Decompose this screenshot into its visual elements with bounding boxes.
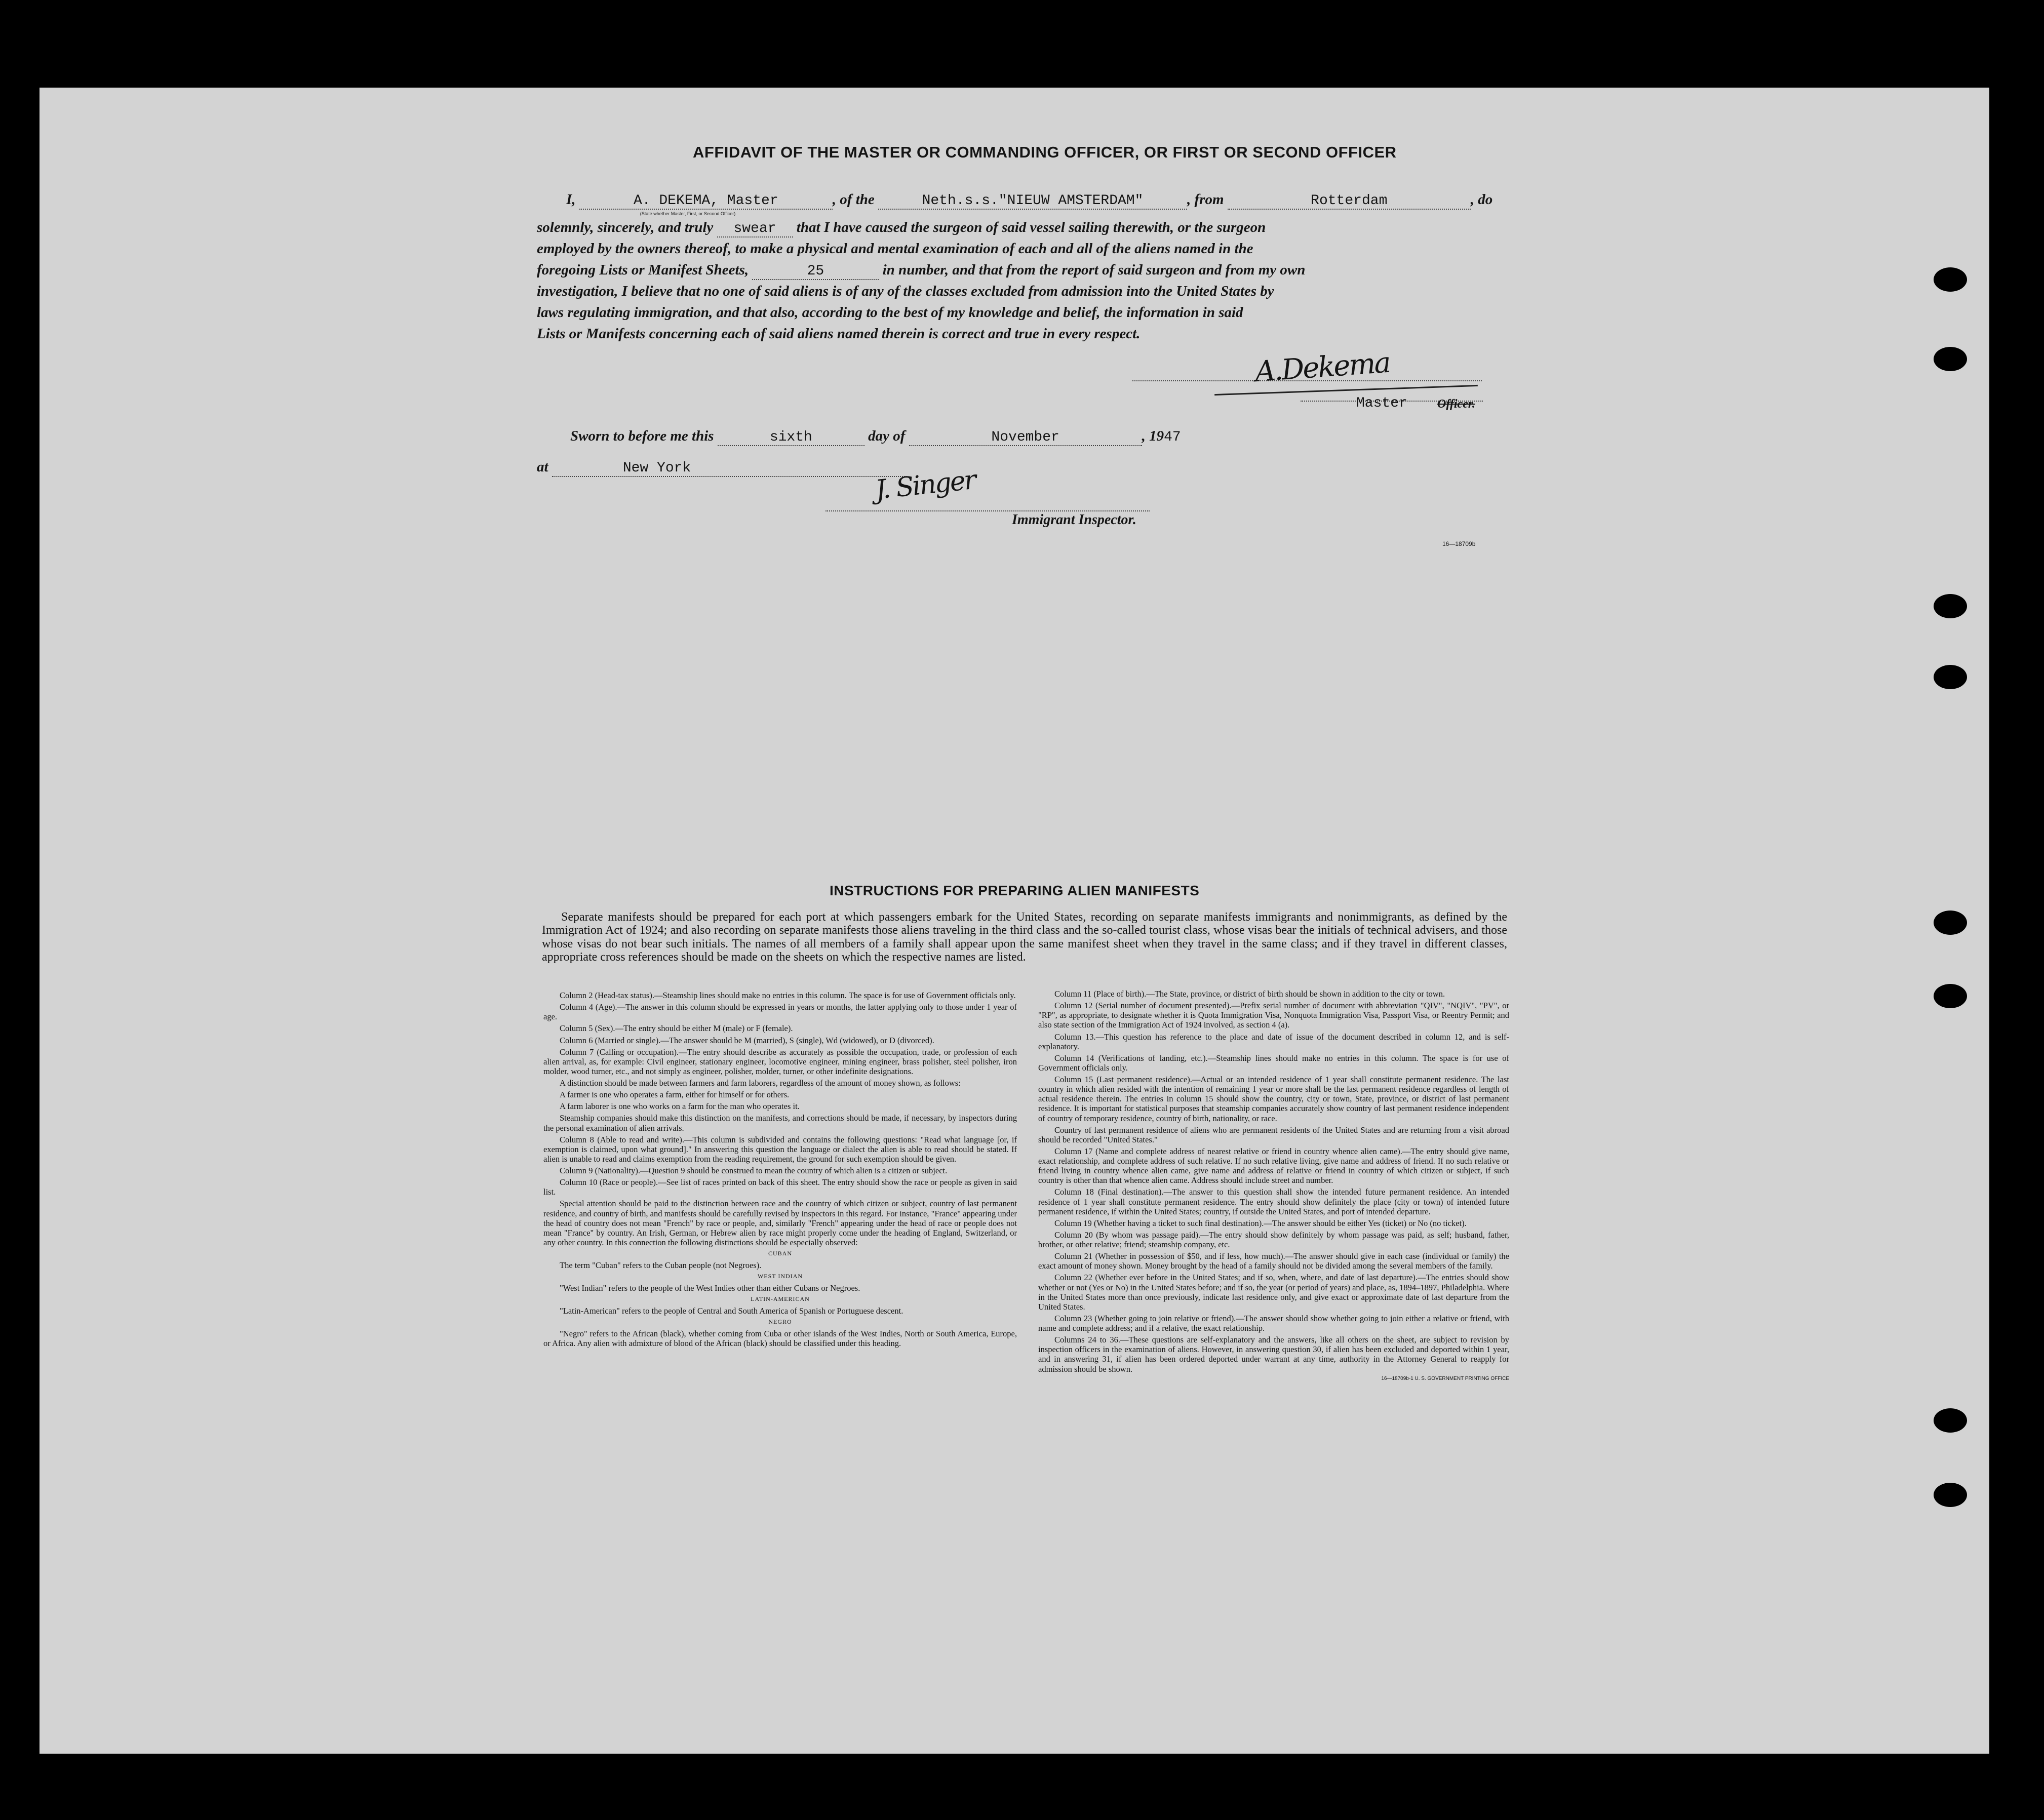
left-paragraph: A farm laborer is one who works on a farm for the man who operates it. [560,1101,800,1112]
right-paragraph: Column 20 (By whom was passage paid).—The entry should show definitely by whom passage was paid, as self; husband, father, brother, or other relative; friend; steamship company, etc. [1038,1230,1509,1249]
affidavit-i: I, [566,191,576,208]
master-name-note: (State whether Master, First, or Second Officer) [640,211,736,216]
negro-text: "Negro" refers to the African (black), whether coming from Cuba or other islands of the West Indies, North or South America, Europe, or Africa. Any alien with admixture of blood of the African (black) should be classified under this heading. [543,1329,1017,1349]
officer-struck: Officer. [1437,398,1475,411]
sworn-line [570,428,1181,446]
at-label: at [537,459,548,475]
latin-american-text: "Latin-American" refers to the people of Central and South America of Spanish or Portuguese descent. [560,1305,903,1316]
right-paragraph: Country of last permanent residence of aliens who are permanent residents of the United States and are returning from a visit abroad should be recorded "United States." [1038,1125,1509,1144]
right-paragraph: Column 17 (Name and complete address of nearest relative or friend in country whence alien came).—The entry should give name, exact relationship, and complete address of such relative. If no such relative living, give name and address of friend. If no such relative or friend living in country whence alien came, give name and address of relative or friend in country of which citizen or subject, if such country is other than that whence alien came. Address should include street and number. [1038,1146,1509,1185]
right-paragraph: Column 14 (Verifications of landing, etc.).—Steamship lines should make no entries in this column. The space is for use of Government officials only. [1038,1053,1509,1073]
right-paragraph: Column 21 (Whether in possession of $50, and if less, how much).—The answer should give in each case (individual or family) the exact amount of money shown. Money brought by the head of a family should not be divided among the several members of the family. [1038,1251,1509,1271]
left-paragraph: A distinction should be made between farmers and farm laborers, regardless of the amount of money shown, as follows: [560,1078,961,1088]
left-paragraph: Column 5 (Sex).—The entry should be either M (male) or F (female). [560,1023,793,1034]
left-paragraph: Special attention should be paid to the distinction between race and the country of which citizen or subject, country of last permanent residence, and country of birth, and manifests should be carefully revised by inspectors in this regard. For instance, "France" appearing under the head of country does not mean "French" by race or people, and, similarly "French" appearing under the head of race or people does not mean "France" by country. An Irish, German, or Hebrew alien by race might properly come under the heading of England, Switzerland, or any other country. In this connection the following distinctions should be especially observed: [543,1199,1017,1247]
affidavit-line-6: laws regulating immigration, and that also, according to the best of my knowledge and belief, the information in said [537,304,1243,321]
master-signature: A.Dekema [1254,346,1391,389]
sworn-month: November [909,429,1142,446]
left-paragraph: Column 2 (Head-tax status).—Steamship lines should make no entries in this column. The space is for use of Government officials only. [560,991,1016,1000]
instructions-footer: 16—18709b-1 U. S. GOVERNMENT PRINTING OFFICE [1381,1375,1509,1381]
master-name: A. DEKEMA, Master [633,193,778,209]
affidavit-line-7: Lists or Manifests concerning each of said aliens named therein is correct and true in every respect. [537,326,1141,342]
instructions-intro: Separate manifests should be prepared for each port at which passengers embark for the United States, recording on separate manifests immigrants and nonimmigrants, as defined by the Immigration Act of 1924; and also recording on separate manifests those aliens traveling in the third class and the so-called tourist class, whose visas bear the initials of technical advisers, and those whose visas do not bear such initials. The names of all members of a family shall appear upon the same manifest sheet when they travel in the same class; and if they travel in different classes, appropriate cross references should be made on the sheets on which the respective names are listed. [542,911,1507,964]
affidavit-line-5: investigation, I believe that no one of said aliens is of any of the classes excluded from admission into the United States by [537,283,1274,299]
right-paragraph: Column 12 (Serial number of document presented).—Prefix serial number of document with abbreviation "QIV", "NQIV", "PV", or "RP", as appropriate, to designate whether it is Quota Immigration Visa, Nonquota Immigration Visa, Passport Visa, or Reentry Permit; and also state section of the Immigration Act of 1924 involved, as section 4 (a). [1038,1001,1509,1030]
port-of-departure: Rotterdam [1228,193,1471,210]
binder-hole [1934,1483,1967,1507]
binder-hole [1934,665,1967,689]
sworn-label: Sworn to before me this [570,428,714,444]
signature-stroke [1214,385,1478,395]
latin-american-heading: LATIN-AMERICAN [751,1295,810,1303]
form-number: 16—18709b [1442,540,1476,547]
inspector-label: Immigrant Inspector. [1012,512,1136,528]
negro-heading: NEGRO [768,1318,792,1326]
instructions-right-column [1038,989,1509,1383]
right-paragraph: Column 23 (Whether going to join relative or friend).—The answer should show whether going to join either a relative or friend, with name and complete address; and if a relative, the exact relationship. [1038,1313,1509,1333]
affidavit-line-3: employed by the owners thereof, to make a physical and mental examination of each and all of the aliens named in the [537,241,1253,257]
left-paragraph: Column 4 (Age).—The answer in this column should be expressed in years or months, the latter applying only to those under 1 year of age. [543,1002,1017,1022]
right-paragraph: Column 18 (Final destination).—The answer to this question shall show the intended future permanent residence. An intended residence of 1 year shall constitute permanent residence. The entry should show definitely the place (city or town) of intended future permanent residence, if within the United States; country, if outside the United States, and port of intended departure. [1038,1187,1509,1216]
affidavit-line-1 [566,191,1493,216]
affidavit-line-2 [537,219,1266,238]
right-paragraph: Column 22 (Whether ever before in the United States; and if so, when, where, and date of last departure).—The entries should show whether or not (Yes or No) in the United States before; and if so, the year (or period of years) and place, as, 1894–1897, Philadelphia. Where in the United States more than once previously, indicate last residence only, and give exact or approximate date of last departure from the United States. [1038,1273,1510,1312]
left-paragraph: Column 6 (Married or single).—The answer should be M (married), S (single), Wd (widowed), or D (divorced). [560,1035,934,1045]
left-paragraph: Steamship companies should make this distinction on the manifests, and corrections should be made, if necessary, by inspectors during the personal examination of alien arrivals. [543,1113,1017,1133]
binder-hole [1934,1408,1967,1433]
left-paragraph: Column 9 (Nationality).—Question 9 should be construed to mean the country of which alien is a citizen or subject. [560,1166,948,1175]
from-label: , from [1187,191,1224,208]
left-paragraph: Column 10 (Race or people).—See list of races printed on back of this sheet. The entry should show the race or people as given in said list. [543,1177,1017,1197]
inspector-line [826,510,1150,511]
binder-hole [1934,911,1967,935]
right-paragraph: Column 13.—This question has reference to the place and date of issue of the document described in column 12, and is self-explanatory. [1038,1032,1509,1051]
instructions-title: INSTRUCTIONS FOR PREPARING ALIEN MANIFESTS [830,883,1200,898]
sworn-place: New York [552,460,907,477]
year-prefix: , 19 [1142,428,1164,444]
sheet-count: 25 [752,263,879,280]
left-paragraph: Column 7 (Calling or occupation).—The entry should describe as accurately as possible the occupation, trade, or profession of each alien arrival, as, for example: Civil engineer, stationary engineer, locomotive engineer, mining engineer, brass polisher, steel polisher, iron molder, wood turner, etc., and not simply as engineer, polisher, molder, turner, or other indefinite designations. [543,1047,1017,1076]
affidavit-line-4 [537,262,1305,280]
sworn-year: 47 [1164,429,1181,445]
vessel-name: Neth.s.s."NIEUW AMSTERDAM" [878,193,1187,210]
instructions-left-column [543,991,1017,1350]
of-the-label: , of the [832,191,875,208]
right-paragraph: Columns 24 to 36.—These questions are self-explanatory and the answers, like all others on the sheet, are subject to revision by inspection officers in the examination of aliens. However, in answering question 30, if alien has been excluded and deported within 1 year, and in answering 31, if alien has been ordered deported under warrant at any time, authority in the Attorney General to reapply for admission should be shown. [1038,1335,1509,1374]
affidavit-text-2a: solemnly, sincerely, and truly [537,219,714,235]
day-of-label: day of [868,428,906,444]
affidavit-text-4b: in number, and that from the report of said surgeon and from my own [882,262,1306,278]
affidavit-text-2b: that I have caused the surgeon of said vessel sailing therewith, or the surgeon [796,219,1266,235]
sworn-day: sixth [718,429,864,446]
affidavit-text-4a: foregoing Lists or Manifest Sheets, [537,262,749,278]
right-paragraph: Column 19 (Whether having a ticket to such final destination).—The answer should be either Yes (ticket) or No (no ticket). [1054,1218,1467,1228]
inspector-signature: J. Singer [874,464,977,506]
affidavit-title: AFFIDAVIT OF THE MASTER OR COMMANDING OFFICER, OR FIRST OR SECOND OFFICER [693,143,1397,161]
right-paragraph: Column 15 (Last permanent residence).—Actual or an intended residence of 1 year shall constitute permanent residence. The last country in which alien resided with the intention of remaining 1 year or more shall be the last permanent residence regardless of length of actual residence therein. The entries in column 15 should show the country, city or town, State, province, or district of last permanent residence. It is important for statistical purposes that steamship companies accurately show country of last permanent residence independent of country of temporary residence, country of birth, nationality, or race. [1038,1075,1509,1123]
binder-hole [1934,984,1967,1008]
officer-title: Master [1356,395,1407,411]
west-indian-heading: WEST INDIAN [757,1273,803,1280]
cuban-text: The term "Cuban" refers to the Cuban people (not Negroes). [560,1260,762,1270]
master-name-field [579,193,833,216]
binder-hole [1934,594,1967,618]
left-paragraph: A farmer is one who operates a farm, either for himself or for others. [560,1090,790,1100]
west-indian-text: "West Indian" refers to the people of the West Indies other than either Cubans or Negroes. [560,1283,860,1293]
do-label: , do [1470,191,1493,208]
cuban-heading: CUBAN [768,1250,792,1257]
oath-word: swear [717,221,793,238]
right-paragraph: Column 11 (Place of birth).—The State, province, or district of birth should be shown in addition to the city or town. [1054,989,1445,999]
manifest-sheet [40,88,1989,1754]
at-line [537,459,907,477]
left-paragraph: Column 8 (Able to read and write).—This column is subdivided and contains the following questions: "Read what language [or, if exemption is claimed, upon what ground]." In answering this question the language or dialect the alien is able to read should be stated. If alien is unable to read and claims exemption from the reading requirement, the ground for such exemption should be given. [543,1134,1017,1164]
binder-hole [1934,267,1967,292]
binder-hole [1934,347,1967,371]
